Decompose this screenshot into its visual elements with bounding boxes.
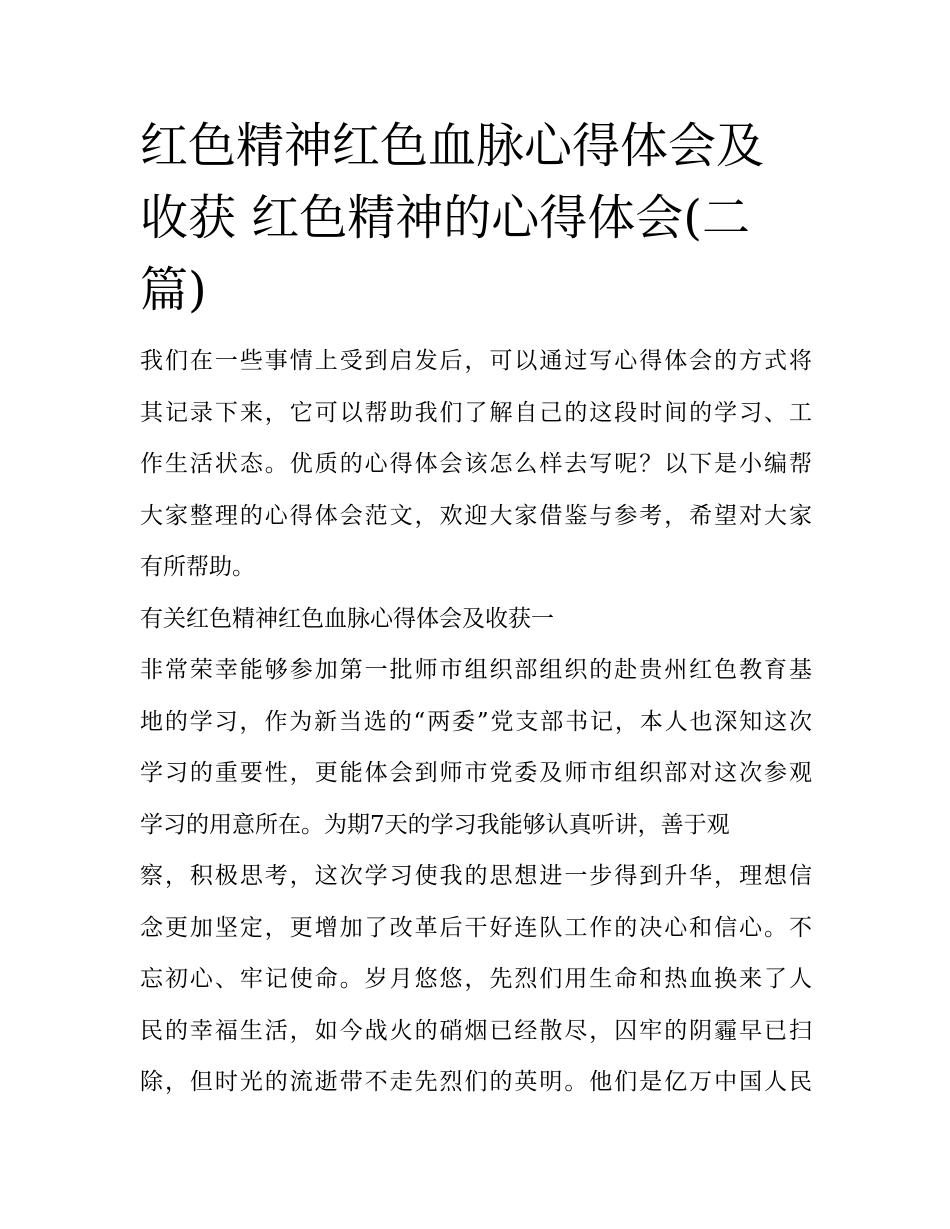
body-line: 学习的重要性，更能体会到师市党委及师市组织部对这次参观 bbox=[140, 760, 812, 786]
body-line: 民的幸福生活，如今战火的硝烟已经散尽，囚牢的阴霾早已扫 bbox=[140, 1017, 812, 1044]
body-line: 学习的用意所在。为期7天的学习我能够认真听讲，善于观 bbox=[140, 811, 730, 838]
body-line: 念更加坚定，更增加了改革后干好连队工作的决心和信心。不 bbox=[140, 914, 812, 941]
body-line: 有所帮助。 bbox=[140, 554, 255, 580]
body-line: 忘初心、牢记使命。岁月悠悠，先烈们用生命和热血换来了人 bbox=[140, 966, 812, 992]
section-heading: 有关红色精神红色血脉心得体会及收获一 bbox=[140, 605, 554, 632]
body-line: 作生活状态。优质的心得体会该怎么样去写呢？以下是小编帮 bbox=[140, 451, 812, 477]
title-line-1: 红色精神红色血脉心得体会及 bbox=[140, 118, 765, 174]
title-line-3: 篇) bbox=[140, 262, 207, 318]
body-line: 除，但时光的流逝带不走先烈们的英明。他们是亿万中国人民 bbox=[140, 1069, 812, 1095]
body-line: 大家整理的心得体会范文，欢迎大家借鉴与参考，希望对大家 bbox=[140, 502, 812, 529]
document-body bbox=[140, 336, 812, 1109]
body-line: 地的学习，作为新当选的“两委”党支部书记，本人也深知这次 bbox=[140, 708, 812, 735]
body-line: 察，积极思考，这次学习使我的思想进一步得到升华，理想信 bbox=[140, 863, 812, 889]
title-line-2: 收获 红色精神的心得体会(二 bbox=[140, 190, 750, 246]
document-page bbox=[140, 110, 812, 1109]
body-line: 非常荣幸能够参加第一批师市组织部组织的赴贵州红色教育基 bbox=[140, 657, 812, 683]
body-line: 我们在一些事情上受到启发后，可以通过写心得体会的方式将 bbox=[140, 348, 812, 374]
document-title bbox=[140, 110, 812, 326]
body-line: 其记录下来，它可以帮助我们了解自己的这段时间的学习、工 bbox=[140, 399, 812, 426]
